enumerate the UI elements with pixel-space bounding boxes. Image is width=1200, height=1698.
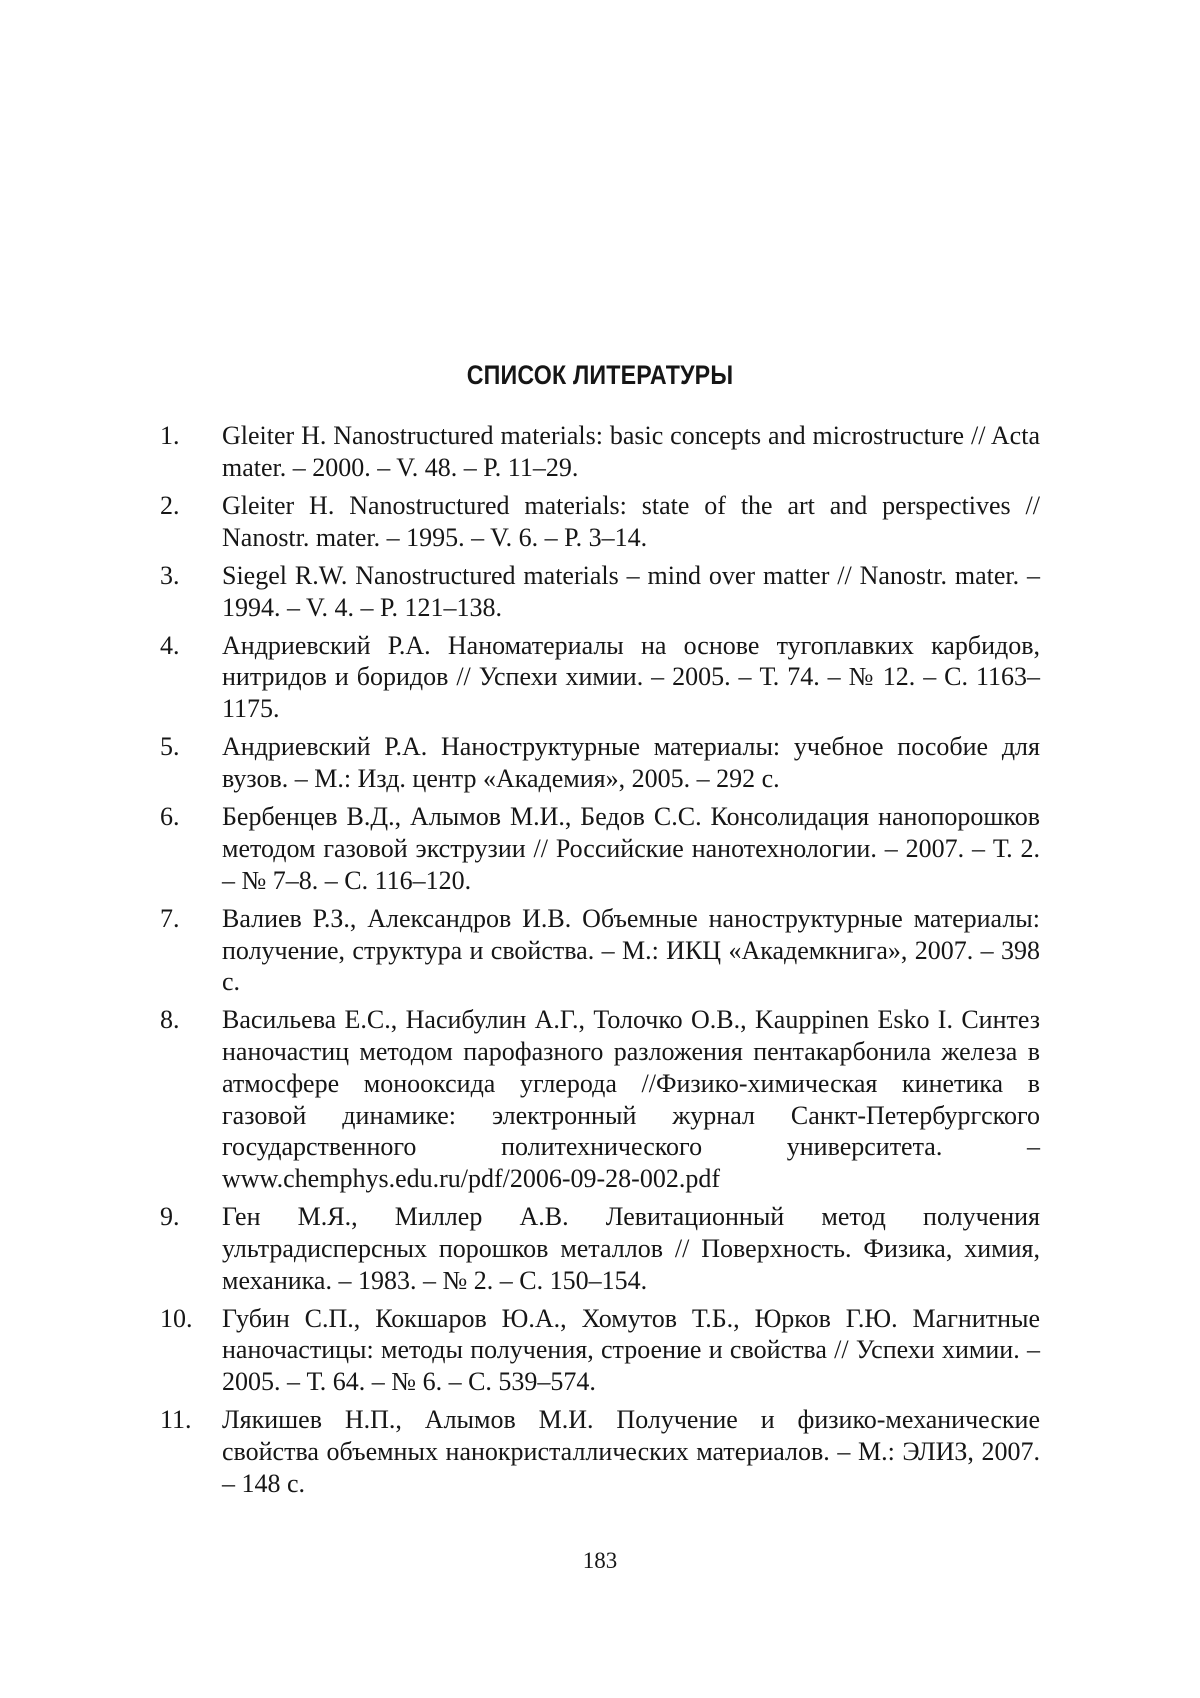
reference-item	[160, 1404, 1040, 1499]
reference-item	[160, 630, 1040, 725]
reference-text: Бербенцев В.Д., Алымов М.И., Бедов С.С. Консолидация нанопорошков методом газовой экструзии // Российские нанотехнологии. – 2007. – Т. 2. – № 7–8. – С. 116–120.	[222, 802, 1040, 895]
reference-item	[160, 1303, 1040, 1398]
reference-text: Лякишев Н.П., Алымов М.И. Получение и физико-механические свойства объемных нанокристаллических материалов. – М.: ЭЛИЗ, 2007. – 148 с.	[222, 1405, 1040, 1498]
reference-text: Siegel R.W. Nanostructured materials – mind over matter // Nanostr. mater. – 1994. – V. 4. – P. 121–138.	[222, 560, 1040, 622]
reference-text: Валиев Р.З., Александров И.В. Объемные наноструктурные материалы: получение, структура и свойства. – М.: ИКЦ «Академкнига», 2007. – 398 с.	[222, 903, 1040, 997]
reference-text: Gleiter H. Nanostructured materials: basic concepts and microstructure // Acta mater. – 2000. – V. 48. – P. 11–29.	[222, 421, 1040, 482]
reference-number: 6.	[160, 802, 180, 832]
reference-number: 11.	[160, 1405, 192, 1435]
reference-number: 3.	[160, 560, 180, 590]
reference-item	[160, 903, 1040, 998]
reference-list	[160, 420, 1040, 1506]
reference-text: Андриевский Р.А. Наноматериалы на основе тугоплавких карбидов, нитридов и боридов // Успехи химии. – 2005. – Т. 74. – № 12. – С. 1163–1175.	[222, 630, 1040, 724]
page-title: СПИСОК ЛИТЕРАТУРЫ	[466, 360, 734, 390]
reference-text: Губин С.П., Кокшаров Ю.А., Хомутов Т.Б., Юрков Г.Ю. Магнитные наночастицы: методы получения, строение и свойства // Успехи химии. – 2005. – Т. 64. – № 6. – С. 539–574.	[222, 1303, 1040, 1397]
reference-number: 1.	[160, 421, 180, 450]
reference-item	[160, 1201, 1040, 1296]
reference-item	[160, 801, 1040, 896]
reference-number: 2.	[160, 490, 180, 520]
reference-item	[160, 490, 1040, 553]
reference-text: Андриевский Р.А. Наноструктурные материалы: учебное пособие для вузов. – М.: Изд. центр «Академия», 2005. – 292 с.	[222, 732, 1040, 794]
reference-item	[160, 420, 1040, 483]
reference-text: Васильева Е.С., Насибулин А.Г., Толочко О.В., Kauppinen Esko I. Синтез наночастиц методом парофазного разложения пентакарбонила железа в атмосфере монооксида углерода //Физико-химическая кинетика в газовой динамике: электронный журнал Санкт-Петербургского государственного политехнического университета. – www.chemphys.edu.ru/pdf/2006-09-28-002.pdf	[222, 1005, 1040, 1193]
reference-number: 4.	[160, 630, 180, 660]
reference-number: 10.	[160, 1303, 193, 1333]
reference-number: 5.	[160, 732, 180, 762]
reference-item	[160, 560, 1040, 623]
page-number: 183	[582, 1548, 618, 1573]
reference-number: 8.	[160, 1005, 180, 1035]
reference-number: 9.	[160, 1202, 180, 1232]
reference-text: Ген М.Я., Миллер А.В. Левитационный метод получения ультрадисперсных порошков металлов // Поверхность. Физика, химия, механика. – 1983. – № 2. – С. 150–154.	[222, 1202, 1040, 1295]
reference-item	[160, 731, 1040, 794]
reference-number: 7.	[160, 903, 180, 933]
reference-text: Gleiter H. Nanostructured materials: state of the art and perspectives // Nanostr. mater. – 1995. – V. 6. – P. 3–14.	[222, 490, 1040, 552]
reference-item	[160, 1004, 1040, 1194]
